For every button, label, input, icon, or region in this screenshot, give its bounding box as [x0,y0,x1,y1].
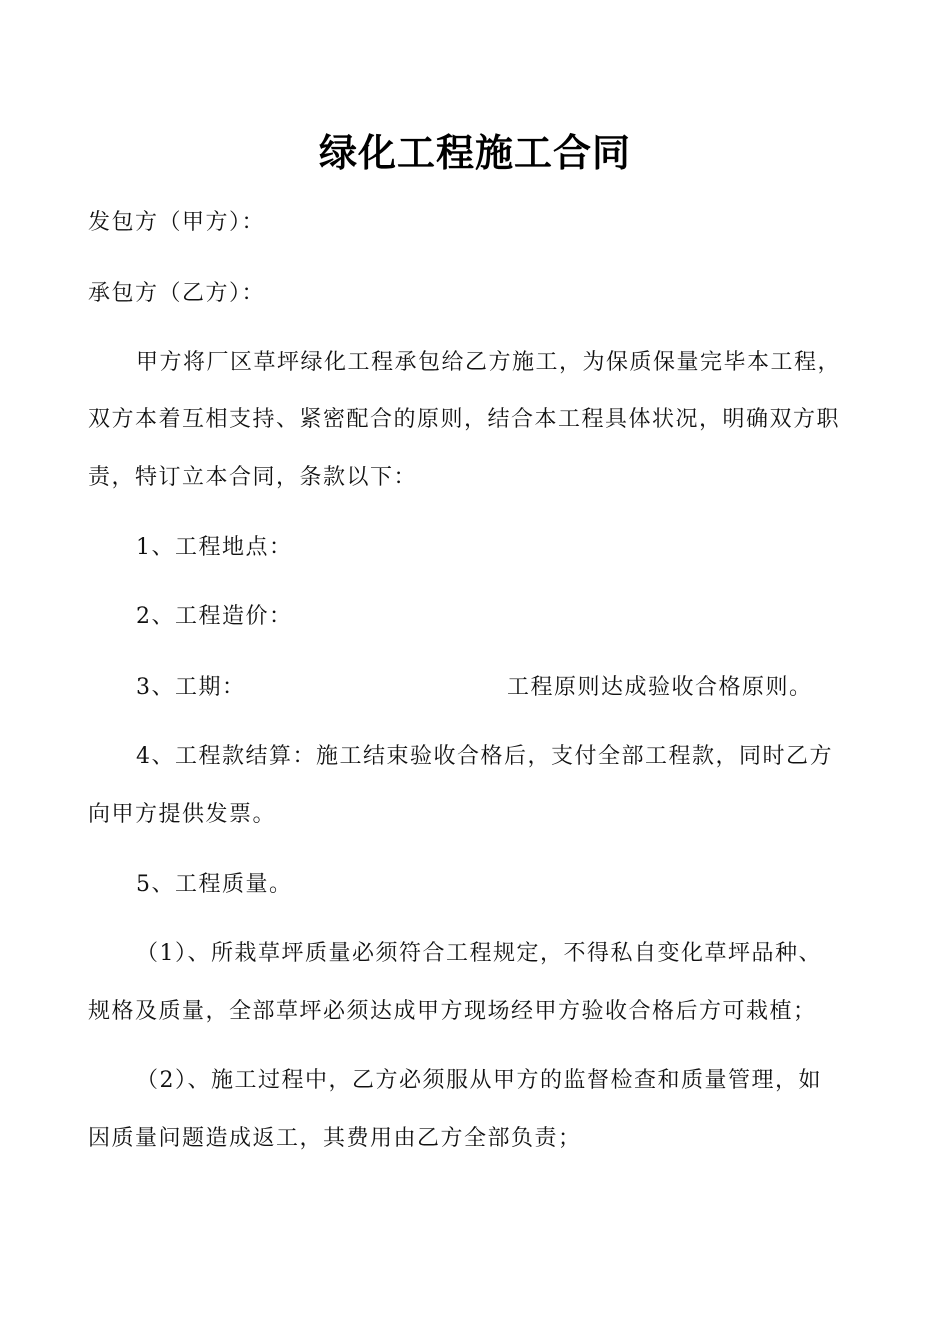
party-a-line: 发包方（甲方）： [88,210,266,235]
clause-4-payment-line-1: 4、工程款结算：施工结束验收合格后，支付全部工程款，同时乙方 [136,744,833,769]
clause-5-quality: 5、工程质量。 [136,872,293,897]
party-b-line: 承包方（乙方）： [88,281,266,306]
clause-3-duration-label: 3、工期： [136,675,246,700]
sub-clause-1-line-1: （1）、所栽草坪质量必须符合工程规定，不得私自变化草坪品种、 [136,941,822,966]
sub-clause-1-line-2: 规格及质量，全部草坪必须达成甲方现场经甲方验收合格后方可栽植； [88,999,817,1024]
clause-3-duration-tail: 工程原则达成验收合格原则。 [507,675,813,700]
intro-line-3: 责，特订立本合同，条款以下： [88,465,418,490]
clause-4-payment-line-2: 向甲方提供发票。 [88,802,277,827]
sub-clause-2-line-1: （2）、施工过程中，乙方必须服从甲方的监督检查和质量管理，如 [136,1068,822,1093]
document-title: 绿化工程施工合同 [318,131,631,175]
clause-1-location: 1、工程地点： [136,535,293,560]
intro-line-2: 双方本着互相支持、紧密配合的原则，结合本工程具体状况，明确双方职 [88,407,841,432]
intro-line-1: 甲方将厂区草坪绿化工程承包给乙方施工，为保质保量完毕本工程， [136,350,842,375]
sub-clause-2-line-2: 因质量问题造成返工，其费用由乙方全部负责； [88,1126,582,1151]
clause-2-cost: 2、工程造价： [136,604,293,629]
